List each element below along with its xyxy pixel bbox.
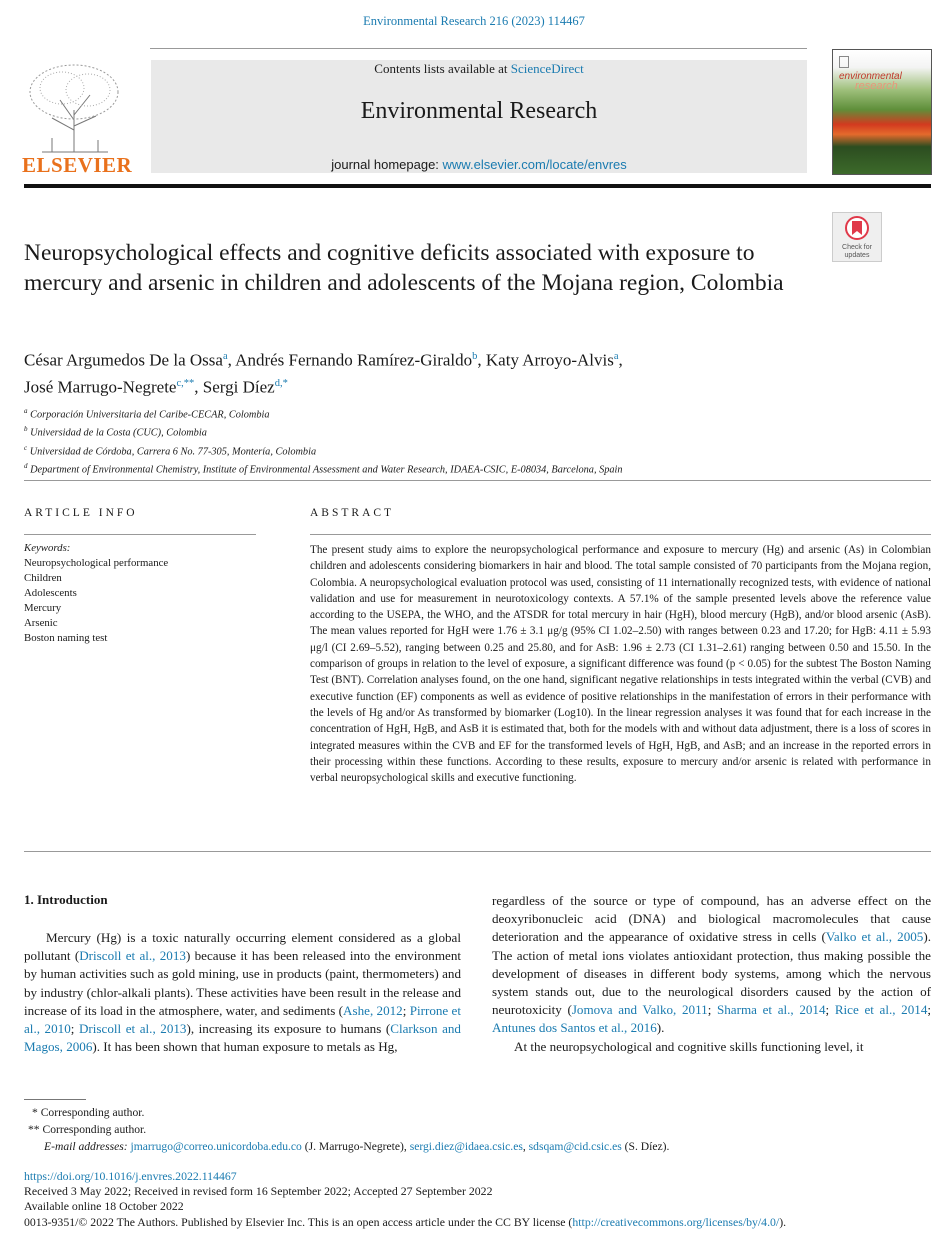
intro-right-column [492,892,931,1056]
citation-link[interactable]: Valko et al., 2005 [825,929,924,945]
header-divider [24,184,931,188]
email-separator: , [522,1140,529,1153]
citation-link[interactable]: Antunes dos Santos et al., 2016 [492,1020,657,1036]
cover-title-1: environmental [839,71,902,82]
keyword: Mercury [24,602,62,614]
author-name: César Argumedos De la Ossa [24,350,223,370]
license-text: 0013-9351/© 2022 The Authors. Published by Elsevier Inc. This is an open access article under the CC BY license ( [24,1214,573,1229]
cover-title-2: research [855,80,898,92]
doi-link[interactable]: https://doi.org/10.1016/j.envres.2022.114467 [24,1169,237,1183]
email-owner: (J. Marrugo-Negrete), [301,1140,410,1153]
email-link[interactable]: sergi.diez@idaea.csic.es [409,1140,523,1153]
check-for-updates-label: Check for updates [842,244,872,259]
author-separator: , [194,377,203,397]
keyword: Adolescents [24,587,77,599]
email-link[interactable]: sdsqam@cid.csic.es [528,1140,622,1153]
affiliation [24,441,924,459]
citation-link[interactable]: Sharma et al., 2014 [716,1002,826,1018]
footnotes [24,1104,934,1155]
author-separator: , [227,350,236,370]
intro-paragraph [492,892,931,1038]
paragraph-text: ) because it has been released into the environment by human activities such as gold mining, use in products (paint, thermometers) and by industry (chlor-alkali plants). These activities have been result in the release and increase of its load in the atmosphere, water, and sediments ( [24,948,461,1018]
author-affil-marker[interactable]: c,** [176,377,195,389]
keywords-block [24,541,264,646]
citation-link[interactable]: Ashe, 2012 [343,1002,403,1018]
keyword: Neuropsychological performance [24,557,169,569]
citation-link[interactable]: Clarkson and Magos, 2006 [24,1021,461,1055]
introduction-heading: 1. Introduction [24,892,108,907]
author-affil-marker[interactable]: d,* [274,377,288,389]
author-affil-marker[interactable]: a [613,351,619,362]
corresponding-note: * Corresponding author. [32,1106,145,1119]
paragraph-text: ; [707,1002,717,1018]
affiliation-key: d [24,462,28,471]
author-affil-marker[interactable]: a [222,351,228,362]
keyword: Children [24,572,62,584]
section-divider [24,480,931,481]
affiliation-key: c [24,443,28,452]
header-rule [150,48,807,49]
article-info-heading: ARTICLE INFO [24,507,138,519]
citation-link[interactable]: Jomova and Valko, 2011 [571,1002,708,1018]
article-title: Neuropsychological effects and cognitive deficits associated with exposure to mercury and arsenic in children and adolescents of the Mojana region, Colombia [24,240,784,296]
paragraph-text: ; [825,1002,835,1018]
email-owner: (S. Díez). [621,1140,670,1153]
check-for-updates-button[interactable] [832,212,882,262]
email-line [24,1138,934,1155]
abstract-text: The present study aims to explore the neuropsychological performance and exposure to mercury (Hg) and arsenic (As) in Colombian children and adolescents considering biomarkers in hair and blood. The total sample consisted of 70 participants from the Mojana region, Colombia. A neuropsychological evaluation protocol was used, consisting of 11 internationally recognized tests, with evidence of national validation and use for measurement in neurotoxicology contexts. A 57.1% of the sample presented levels above the reference value according to the USEPA, the WHO, and the ATSDR for total mercury in hair (HgH), blood mercury (HgB), and/or blood arsenic (AsB). The mean values reported for HgH were 1.76 ± 3.1 μg/g (95% CI 1.02–2.50) with ranges between 0.23 and 17.20; for HgB: 4.11 ± 5.93 μg/l (CI 2.69–5.52), ranging between 0.25 and 25.80, and for AsB: 1.96 ± 2.73 (CI 1.31–2.61) ranging between 0.50 and 15.50. In the comparison of groups in relation to the level of exposure, a significant difference was found (p < 0.05) for the subtest The Boston Naming Test (BNT). Correlation analyses found, on the one hand, significant negative relationships in tests integrated within the verbal (CVB) and executive function (EF) components as well as evidence of positive relationships in the manifestation of errors in their performance with the levels of Hg and/or As transformed by biomarker (Log10). In the linear regression analyses it was found that for each increase in the concentration of HgH, HgB, and AsB it is estimated that, both for the models with and without data adjustment, there is a loss of scores in integrated measures within the CVB and EF for the transformed levels of HgH, HgB, and AsB; and an increase in the reported errors in their processing within these functions. According to these results, exposure to mercury and/or arsenic is related with performance in verbal neuropsychological skills and executive functioning. [310,544,931,785]
license-suffix: ). [779,1214,787,1229]
affiliation-text: Universidad de Córdoba, Carrera 6 No. 77-305, Montería, Colombia [29,446,317,458]
email-label: E-mail addresses: [44,1140,128,1153]
section-divider [24,851,931,852]
affiliation-list [24,404,924,478]
bookmark-icon [833,213,881,245]
journal-homepage [151,157,807,172]
paragraph-text: ). The action of metal ions violates antioxidant protection, thus making possible the development of diseases in different body systems, among which the nervous system stands out, due to the neurological disorders caused by the action of neurotoxicity ( [492,929,931,1018]
author-list [24,345,924,398]
intro-paragraph [24,929,461,1056]
received-dates: Received 3 May 2022; Received in revised form 16 September 2022; Accepted 27 September 2022 [24,1184,493,1199]
affiliation-text: Corporación Universitaria del Caribe-CECAR, Colombia [30,409,270,421]
keyword: Boston naming test [24,632,108,644]
email-link[interactable]: jmarrugo@correo.unicordoba.edu.co [130,1140,302,1153]
affiliation-text: Department of Environmental Chemistry, Institute of Environmental Assessment and Water Research, IDAEA-CSIC, E-08034, Barcelona, Spain [30,464,623,476]
intro-left-column [24,929,461,1056]
citation-link[interactable]: Driscoll et al., 2013 [79,948,186,964]
author-name: Katy Arroyo-Alvis [485,350,614,370]
available-online: Available online 18 October 2022 [24,1199,184,1214]
license-line [24,1215,939,1230]
contents-line [151,61,807,77]
paragraph-text: ; [402,1002,410,1018]
paragraph-text: ), increasing its exposure to humans ( [186,1021,391,1037]
affiliation [24,404,924,422]
citation-link[interactable]: Rice et al., 2014 [834,1002,928,1018]
keywords-label: Keywords: [24,542,71,554]
homepage-prefix: journal homepage: [331,157,443,172]
author-separator: , [477,350,486,370]
elsevier-wordmark: ELSEVIER [22,153,133,177]
affiliation-key: a [24,407,28,415]
affiliation-text: Universidad de la Costa (CUC), Colombia [30,427,207,439]
contents-prefix: Contents lists available at [374,61,511,76]
affiliation-key: b [24,425,28,434]
citation-link[interactable]: Pirrone et al., 2010 [24,1002,461,1037]
corresponding-note: ** Corresponding author. [28,1123,147,1136]
paragraph-text: regardless of the source or type of compound, has an adverse effect on the deoxyribonucleic acid (DNA) and biological macromolecules that cause deterioration and the appearance of oxidative stress in cells ( [492,893,931,945]
abstract-heading: ABSTRACT [310,507,395,519]
license-link[interactable]: http://creativecommons.org/licenses/by/4.0/ [572,1214,780,1229]
affiliation [24,422,924,440]
author-affil-marker[interactable]: b [472,351,478,362]
homepage-link[interactable]: www.elsevier.com/locate/envres [442,157,627,172]
sciencedirect-link[interactable]: ScienceDirect [510,61,584,76]
paragraph-text: Mercury (Hg) is a toxic naturally occurring element considered as a global pollutant ( [24,930,461,964]
footnote-rule [24,1099,86,1100]
author-name: Andrés Fernando Ramírez-Giraldo [235,350,473,370]
author-separator: , [618,350,623,370]
abstract-rule [310,534,931,535]
paragraph-text: ; [927,1002,932,1018]
citation-link[interactable]: Driscoll et al., 2013 [78,1021,187,1037]
keyword: Arsenic [24,617,58,629]
author-name: José Marrugo-Negrete [24,377,177,397]
intro-paragraph: At the neuropsychological and cognitive skills functioning level, it [514,1038,864,1054]
journal-cover-image[interactable] [832,49,932,175]
affiliation [24,459,924,477]
journal-citation[interactable]: Environmental Research 216 (2023) 114467 [363,14,585,28]
cover-logo-icon [839,56,849,68]
paragraph-text: ). It has been shown that human exposure to metals as Hg, [92,1039,398,1055]
article-info-rule [24,534,256,535]
paragraph-text: ; [70,1021,79,1037]
paragraph-text: ). [656,1020,665,1036]
author-name: Sergi Díez [202,377,275,397]
publication-info [24,1169,939,1230]
journal-name: Environmental Research [360,98,598,124]
